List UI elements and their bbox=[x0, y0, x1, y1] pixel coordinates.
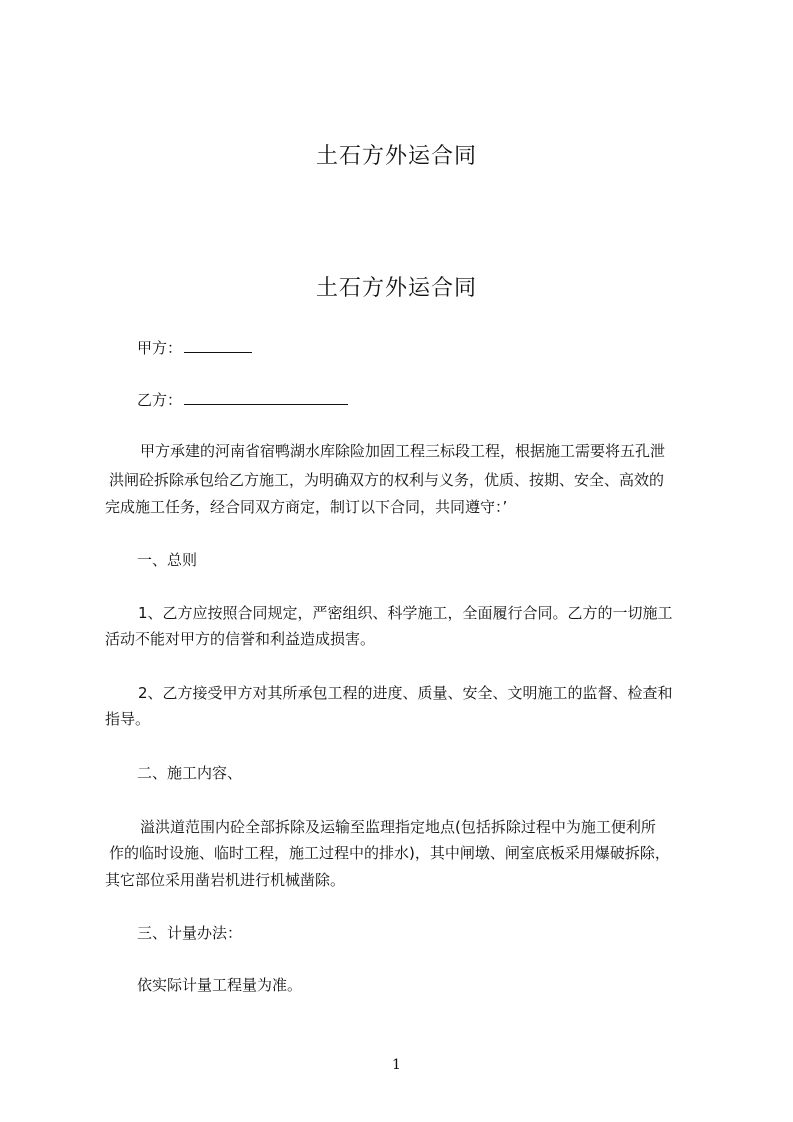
section-2-body-line-1: 溢洪道范围内砼全部拆除及运输至监理指定地点(包括拆除过程中为施工便利所 bbox=[140, 818, 656, 836]
party-a-label: 甲方： bbox=[137, 339, 183, 357]
party-a-line bbox=[137, 337, 737, 358]
clause-2-line-2: 指导。 bbox=[105, 710, 151, 728]
intro-line-2: 洪闸砼拆除承包给乙方施工，为明确双方的权利与义务，优质、按期、安全、高效的 bbox=[109, 471, 665, 489]
document-title-main: 土石方外运合同 bbox=[315, 276, 477, 301]
section-3-heading: 三、计量办法： bbox=[137, 924, 243, 942]
clause-2-line-1: 2、乙方接受甲方对其所承包工程的进度、质量、安全、文明施工的监督、检查和 bbox=[138, 684, 673, 702]
section-1-heading: 一、总则 bbox=[137, 551, 198, 569]
clause-1-line-2: 活动不能对甲方的信誉和利益造成损害。 bbox=[105, 630, 376, 648]
clause-1-line-1: 1、乙方应按照合同规定，严密组织、科学施工，全面履行合同。乙方的一切施工 bbox=[138, 604, 673, 622]
party-b-label: 乙方： bbox=[137, 391, 183, 409]
intro-line-3: 完成施工任务，经合同双方商定，制订以下合同，共同遵守：’ bbox=[105, 498, 508, 516]
document-title-top: 土石方外运合同 bbox=[315, 144, 477, 169]
section-2-body-line-3: 其它部位采用凿岩机进行机械凿除。 bbox=[105, 871, 346, 889]
section-2-heading: 二、施工内容、 bbox=[137, 764, 243, 782]
intro-line-1: 甲方承建的河南省宿鸭湖水库除险加固工程三标段工程，根据施工需要将五孔泄 bbox=[140, 442, 666, 460]
party-a-blank bbox=[184, 337, 252, 353]
section-3-body: 依实际计量工程量为准。 bbox=[137, 976, 303, 994]
party-b-blank bbox=[184, 389, 348, 405]
party-b-line bbox=[137, 389, 737, 410]
page-number: 1 bbox=[392, 1057, 401, 1073]
section-2-body-line-2: 作的临时设施、临时工程，施工过程中的排水)，其中闸墩、闸室底板采用爆破拆除， bbox=[109, 844, 670, 862]
